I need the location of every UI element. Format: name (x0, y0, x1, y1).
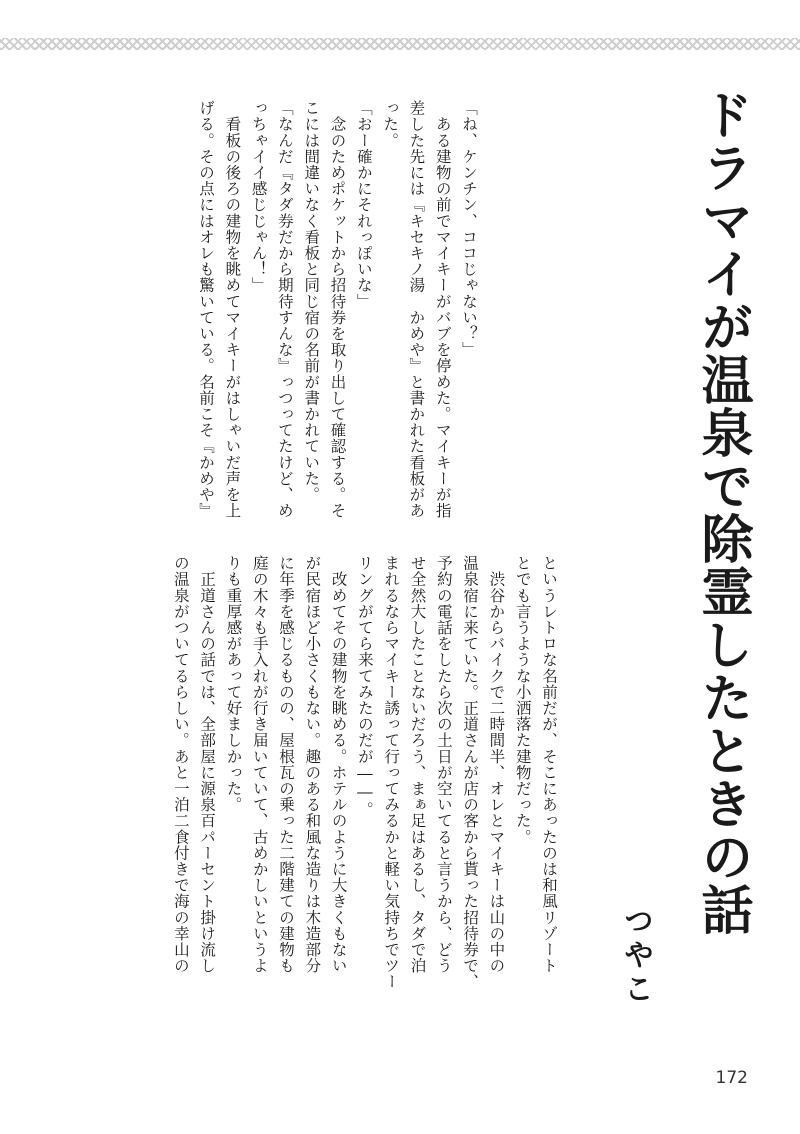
text-line: 念のためポケットから招待券を取り出して確認する。そ (328, 100, 347, 519)
text-line: とでも言うような小洒落た建物だった。 (513, 555, 532, 845)
text-line: 「おー確かにそれっぽいな」 (354, 100, 373, 310)
text-line: った。 (381, 100, 400, 149)
text-line: せ全然大したことないだろう、まぁ足はあるし、タダで泊 (408, 555, 427, 974)
decorative-top-border (0, 38, 800, 50)
text-line: りも重厚感があって好ましかった。 (224, 555, 243, 813)
text-line: 予約の電話をしたら次の土日が空いてると言うから、どう (434, 555, 453, 974)
text-line: 正道さんの話では、全部屋に源泉百パーセント掛け流し (198, 555, 217, 974)
text-line: げる。その点にはオレも驚いている。名前こそ『かめや』 (197, 100, 216, 519)
story-title: ドラマイが温泉で除霊したときの話 (692, 88, 752, 936)
text-line: 「なんだ『タダ券だから期待すんな』っつってたけど、め (275, 100, 294, 519)
body-text-lower (168, 555, 562, 1010)
text-line: 差した先には『キセキノ湯 かめや』と書かれた看板があ (407, 100, 426, 519)
text-line: こには間違いなく看板と同じ宿の名前が書かれていた。 (302, 100, 321, 503)
text-line: に年季を感じるものの、屋根瓦の乗った二階建ての建物も (277, 555, 296, 974)
text-line: 渋谷からバイクで二時間半、オレとマイキーは山の中の (487, 555, 506, 974)
text-line: まれるならマイキー誘って行ってみるかと軽い気持ちでツー (382, 555, 401, 990)
author-name: つやこ (618, 905, 653, 1007)
text-line: 温泉宿に来ていた。正道さんが店の客から貰った招待券で、 (461, 555, 480, 990)
text-line: 看板の後ろの建物を眺めてマイキーがはしゃいだ声を上 (223, 100, 242, 519)
text-line: リングがてら来てみたのだが――。 (355, 555, 374, 818)
text-line: というレトロな名前だが、そこにあったのは和風リゾート (540, 555, 558, 974)
text-line: 「ね、ケンチン、ココじゃない？」 (460, 100, 478, 358)
text-line: 庭の木々も手入れが行き届いていて、古めかしいというよ (250, 555, 269, 974)
body-text-upper (193, 100, 482, 540)
page-number: 172 (715, 1068, 748, 1088)
text-line: が民宿ほど小さくもない。趣のある和風な造りは木造部分 (303, 555, 322, 974)
text-line: ある建物の前でマイキーがバブを停めた。マイキーが指 (433, 100, 452, 519)
text-line: の温泉がついてるらしい。あと一泊二食付きで海の幸山の (171, 555, 190, 974)
text-line: 改めてその建物を眺める。ホテルのように大きくもない (329, 555, 348, 974)
text-line: っちゃイイ感じじゃん！」 (249, 100, 268, 294)
